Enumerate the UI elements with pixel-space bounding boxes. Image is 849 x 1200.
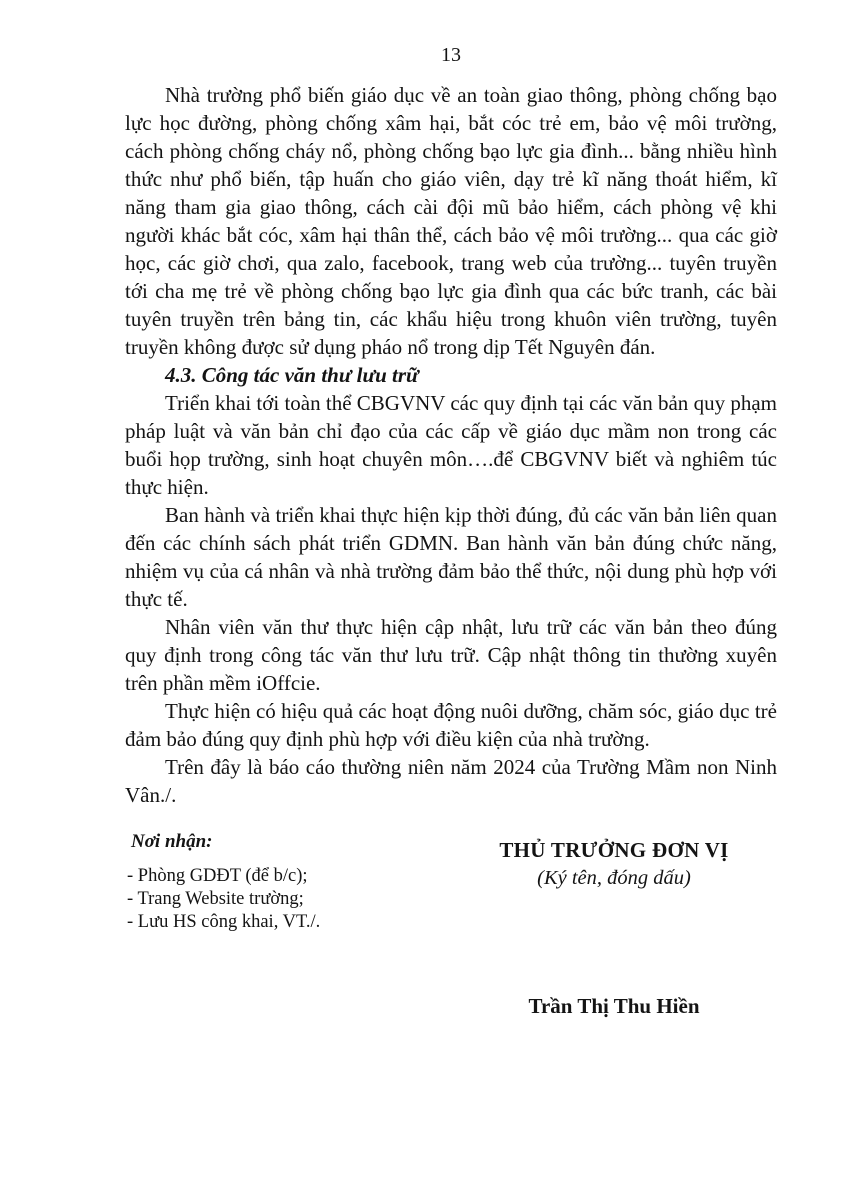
recipients-label: Nơi nhận: [131,831,213,852]
recipients-list [125,865,451,934]
signature-name: Trần Thị Thu Hiền [528,994,700,1018]
signature-note: (Ký tên, đóng dấu) [537,867,691,889]
paragraph-trien-khai: Triển khai tới toàn thể CBGVNV các quy định tại các văn bản quy phạm pháp luật và văn bản chỉ đạo của các cấp về giáo dục mầm non trong các buổi họp trường, sinh hoạt chuyên môn….để CBGVNV biết và nghiêm túc thực hiện. [125,391,777,499]
paragraph-ban-hanh: Ban hành và triển khai thực hiện kịp thời đúng, đủ các văn bản liên quan đến các chính sách phát triển GDMN. Ban hành văn bản đúng chức năng, nhiệm vụ của cá nhân và nhà trường đảm bảo thể thức, nội dung phù hợp với thực tế. [125,503,777,611]
section-heading-4-3: 4.3. Công tác văn thư lưu trữ [165,363,419,387]
recipient-item: - Lưu HS công khai, VT./. [127,912,321,932]
signature-title: THỦ TRƯỞNG ĐƠN VỊ [499,838,729,862]
page-number: 13 [441,44,461,66]
document-body [125,81,777,809]
paragraph-closing: Trên đây là báo cáo thường niên năm 2024 của Trường Mầm non Ninh Vân./. [125,755,777,807]
document-footer [125,831,777,1019]
recipient-item: - Phòng GDĐT (để b/c); [127,866,308,886]
recipient-item: - Trang Website trường; [127,889,304,909]
paragraph-school-education: Nhà trường phổ biến giáo dục về an toàn giao thông, phòng chống bạo lực học đường, phòng chống xâm hại, bắt cóc trẻ em, bảo vệ môi trường, cách phòng chống cháy nổ, phòng chống bạo lực gia đình... bằng nhiều hình thức như phổ biến, tập huấn cho giáo viên, dạy trẻ kĩ năng thoát hiểm, kĩ năng tham gia giao thông, cách cài đội mũ bảo hiểm, cách phòng vệ khi người khác bắt cóc, xâm hại thân thể, cách bảo vệ môi trường... qua các giờ học, các giờ chơi, qua zalo, facebook, trang web của trường... tuyên truyền tới cha mẹ trẻ về phòng chống bạo lực gia đình qua các bức tranh, các bài tuyên truyền trên bảng tin, các khẩu hiệu trong khuôn viên trường, tuyên truyền không được sử dụng pháo nổ trong dịp Tết Nguyên đán. [125,83,777,359]
paragraph-thuc-hien: Thực hiện có hiệu quả các hoạt động nuôi dưỡng, chăm sóc, giáo dục trẻ đảm bảo đúng quy định phù hợp với điều kiện của nhà trường. [125,699,777,751]
signature-block [451,831,777,1019]
paragraph-nhan-vien-van-thu: Nhân viên văn thư thực hiện cập nhật, lưu trữ các văn bản theo đúng quy định trong công tác văn thư lưu trữ. Cập nhật thông tin thường xuyên trên phần mềm iOffcie. [125,615,777,695]
recipients-block [125,831,451,1019]
